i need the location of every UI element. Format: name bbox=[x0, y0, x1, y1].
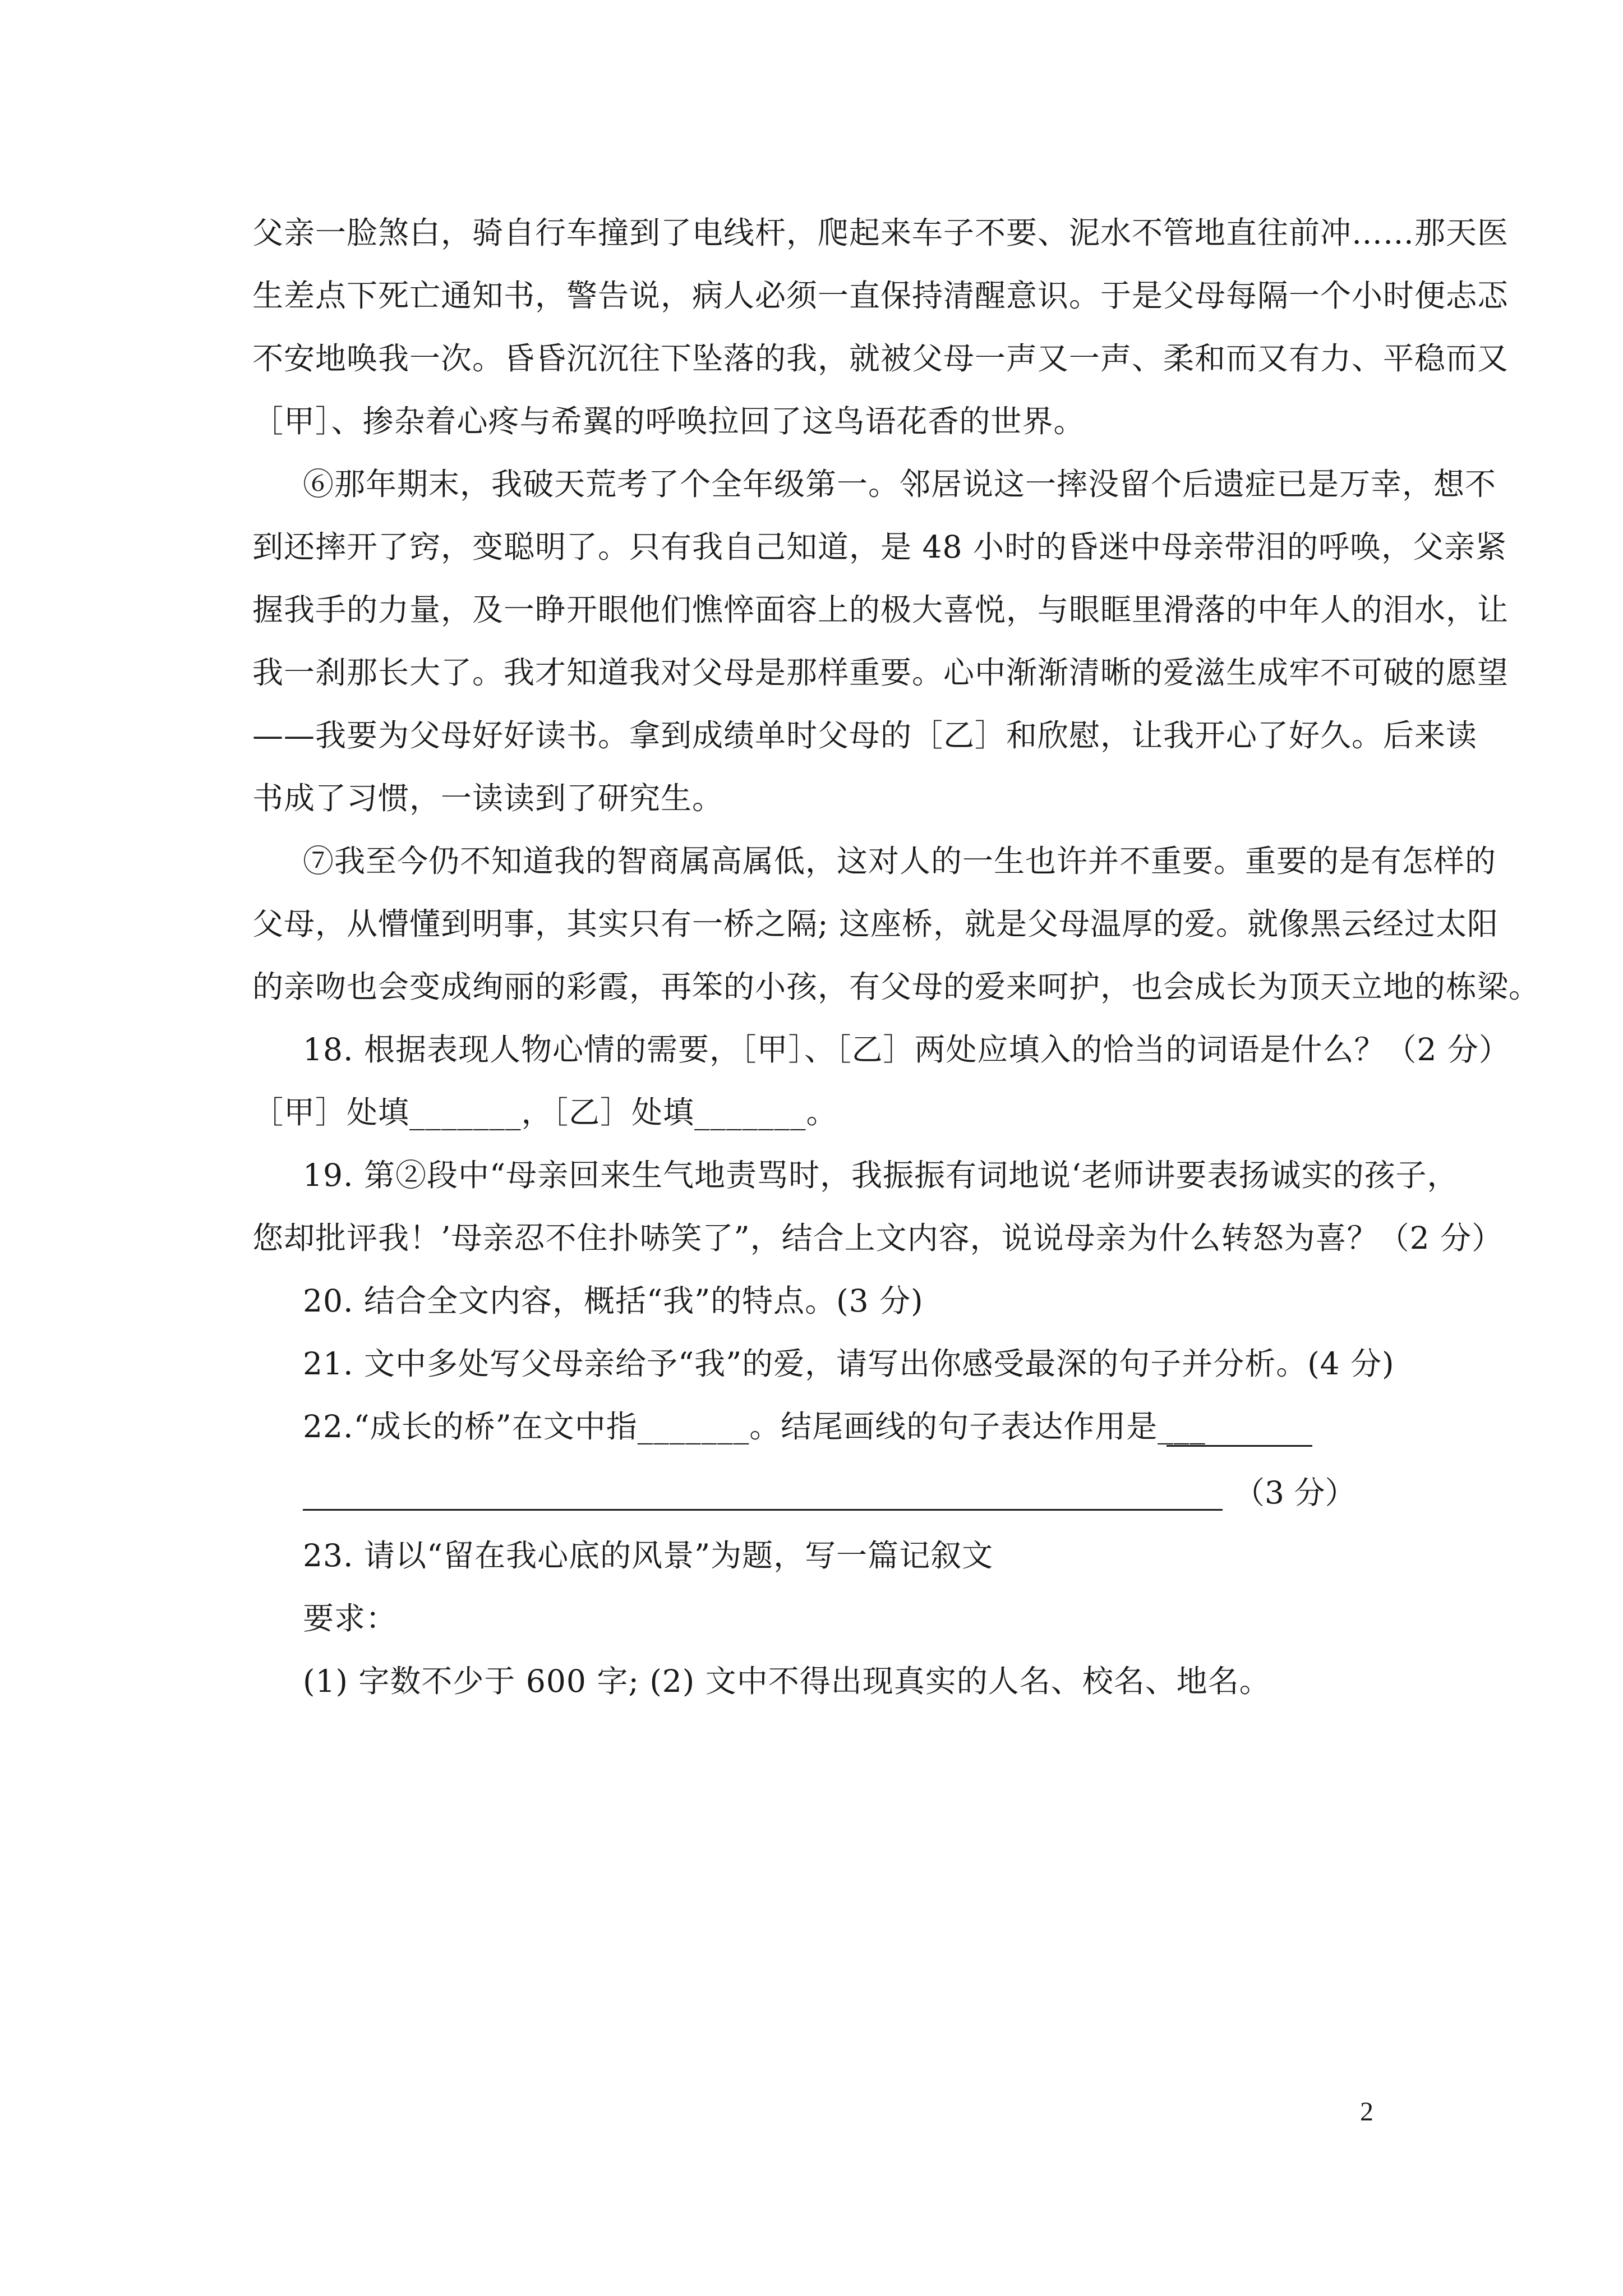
passage-line: ⑥那年期末，我破天荒考了个全年级第一。邻居说这一摔没留个后遗症已是万幸，想不 bbox=[303, 466, 1497, 502]
passage-line: 书成了习惯，一读读到了研究生。 bbox=[252, 780, 724, 816]
passage-line: 握我手的力量，及一睁开眼他们憔悴面容上的极大喜悦，与眼眶里滑落的中年人的泪水，让 bbox=[252, 592, 1509, 628]
passage-line: 到还摔开了窍，变聪明了。只有我自己知道，是 48 小时的昏迷中母亲带泪的呼唤，父亲紧 bbox=[252, 529, 1507, 565]
passage-line: 生差点下死亡通知书，警告说，病人必须一直保持清醒意识。于是父母每隔一个小时便忐忑 bbox=[252, 278, 1509, 314]
passage-line: ⑦我至今仍不知道我的智商属高属低，这对人的一生也许并不重要。重要的是有怎样的 bbox=[303, 843, 1497, 879]
passage-line: 父母，从懵懂到明事，其实只有一桥之隔; 这座桥，就是父母温厚的爱。就像黑云经过太阳 bbox=[252, 906, 1499, 942]
question-19-cont: 您却批评我！’母亲忍不住扑哧笑了”，结合上文内容，说说母亲为什么转怒为喜？（2 分） bbox=[252, 1220, 1504, 1256]
question-20: 20. 结合全文内容，概括“我”的特点。(3 分) bbox=[303, 1283, 924, 1319]
question-22: 22.“成长的桥”在文中指_______。结尾画线的句子表达作用是___ bbox=[303, 1409, 1206, 1444]
passage-line: 的亲吻也会变成绚丽的彩霞，再笨的小孩，有父母的爱来呵护，也会成长为顶天立地的栋梁。 bbox=[252, 969, 1541, 1005]
passage-line: 不安地唤我一次。昏昏沉沉往下坠落的我，就被父母一声又一声、柔和而又有力、平稳而又 bbox=[252, 341, 1509, 376]
question-19: 19. 第②段中“母亲回来生气地责骂时，我振振有词地说‘老师讲要表扬诚实的孩子， bbox=[303, 1157, 1459, 1193]
question-21: 21. 文中多处写父母亲给予“我”的爱，请写出你感受最深的句子并分析。(4 分) bbox=[303, 1346, 1395, 1382]
question-23-requirements-label: 要求： bbox=[303, 1600, 398, 1636]
answer-underline[interactable] bbox=[1166, 1445, 1312, 1447]
passage-line: 我一刹那长大了。我才知道我对父母是那样重要。心中渐渐清晰的爱滋生成牢不可破的愿望 bbox=[252, 655, 1509, 691]
question-23-requirements: (1) 字数不少于 600 字; (2) 文中不得出现真实的人名、校名、地名。 bbox=[303, 1663, 1271, 1699]
page-number: 2 bbox=[1360, 2097, 1373, 2127]
question-18-blanks[interactable]: ［甲］处填_______，［乙］处填_______。 bbox=[252, 1094, 838, 1130]
passage-line: ［甲］、掺杂着心疼与希翼的呼唤拉回了这鸟语花香的世界。 bbox=[252, 403, 1085, 439]
question-22-score: （3 分） bbox=[1234, 1475, 1356, 1511]
passage-line: ——我要为父母好好读书。拿到成绩单时父母的［乙］和欣慰，让我开心了好久。后来读 bbox=[252, 717, 1478, 753]
question-18: 18. 根据表现人物心情的需要，［甲］、［乙］两处应填入的恰当的词语是什么？（2 分） bbox=[303, 1032, 1510, 1068]
question-23: 23. 请以“留在我心底的风景”为题，写一篇记叙文 bbox=[303, 1538, 994, 1573]
passage-line: 父亲一脸煞白，骑自行车撞到了电线杆，爬起来车子不要、泥水不管地直往前冲……那天医 bbox=[252, 215, 1509, 251]
answer-underline[interactable] bbox=[303, 1509, 1223, 1511]
